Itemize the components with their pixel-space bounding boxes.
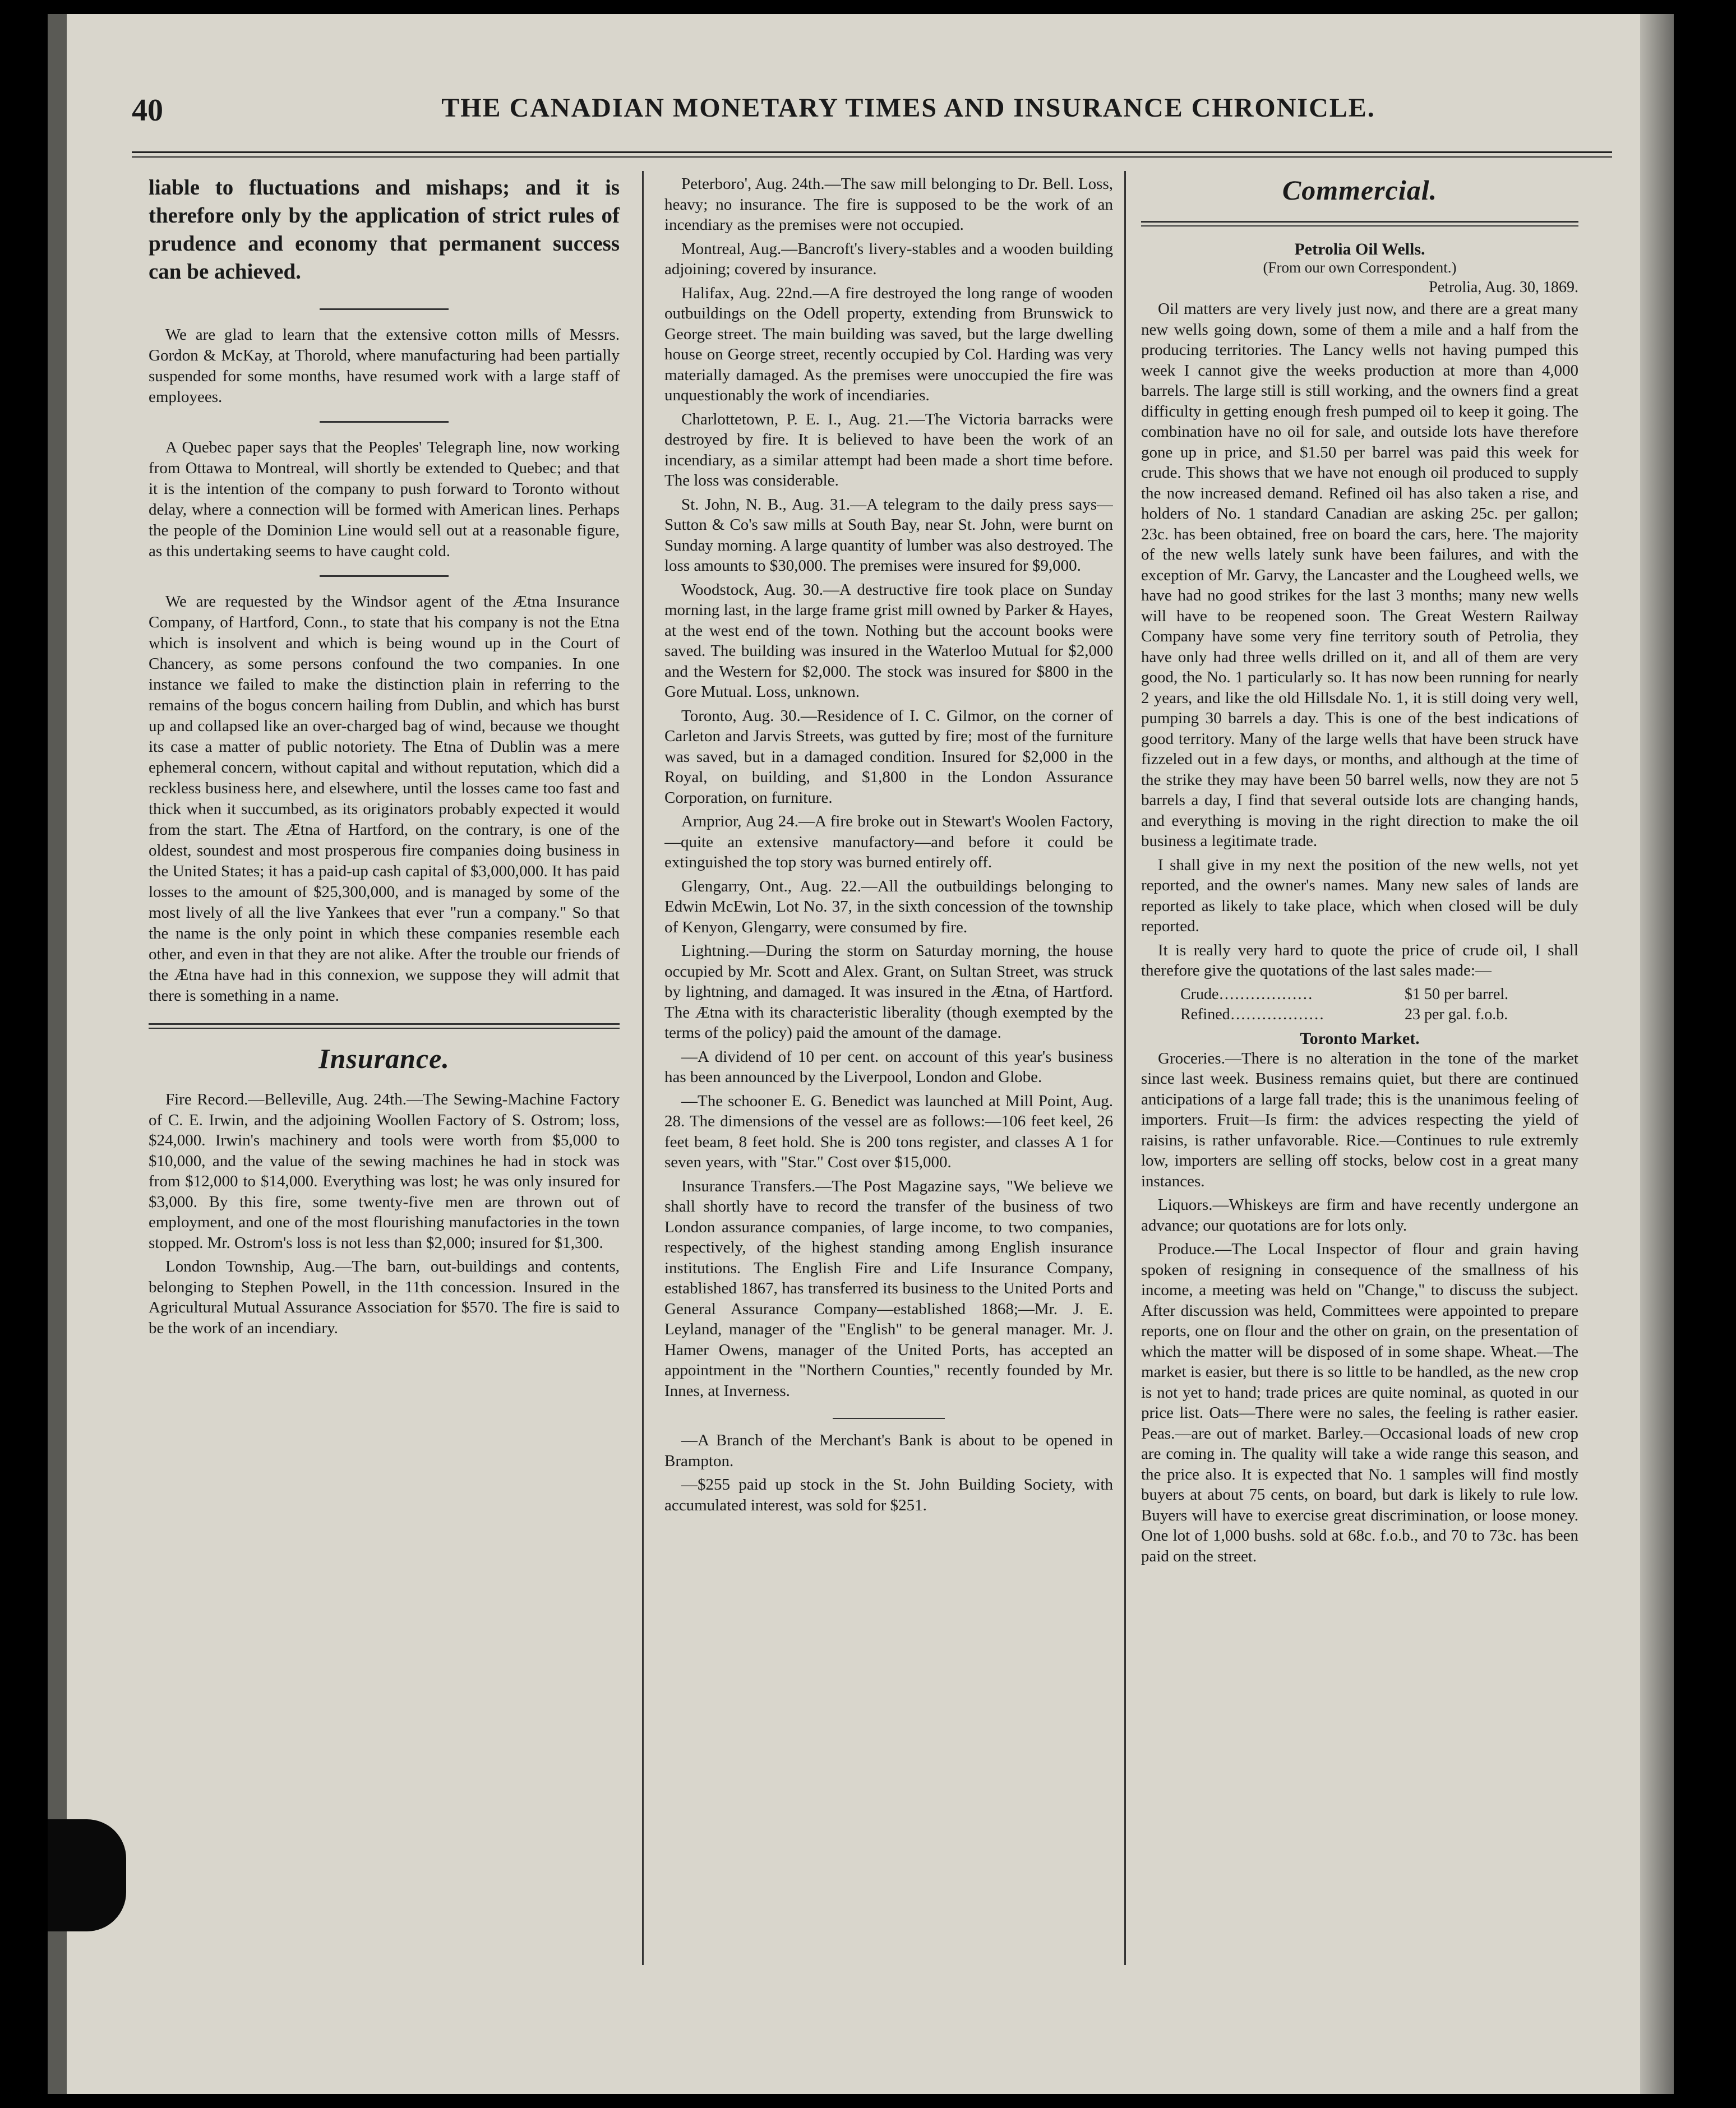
news-item: London Township, Aug.—The barn, out-buildings and contents, belonging to Stephen Powell, in the 11th concession. Insured in the Agricultural Mutual Assurance Association for $570. The fire is said to be the work of an incendiary. <box>149 1258 620 1337</box>
section-rule <box>1141 221 1578 226</box>
divider <box>320 308 449 310</box>
news-note: —$255 paid up stock in the St. John Building Society, with accumulated interest, was sold for $251. <box>664 1476 1113 1514</box>
binding-shadow <box>48 1819 126 1931</box>
news-item: Fire Record.—Belleville, Aug. 24th.—The Sewing-Machine Factory of C. E. Irwin, and the adjoining Woollen Factory of S. Ostrom; loss, $24,000. Irwin's machinery and tools were worth from $5,000 to $10,000, and the value of the sewing machines he had in stock was from $12,000 to $14,000. Everything was lost; he was only insured for $3,000. By this fire, some twenty-five men are thrown out of employment, and one of the most flourishing manufactories in the town stopped. Mr. Ostrom's loss is not less than $2,000; insured for $1,300. <box>149 1090 620 1252</box>
column-1 <box>149 174 620 1962</box>
article-paragraph: Liquors.—Whiskeys are firm and have recently undergone an advance; our quotations are for lots only. <box>1141 1196 1578 1235</box>
news-item: Glengarry, Ont., Aug. 22.—All the outbuildings belonging to Edwin McEwin, Lot No. 37, in the sixth concession of the township of Kenyon, Glengarry, were consumed by fire. <box>664 877 1113 936</box>
price-label: Crude……………… <box>1180 985 1313 1003</box>
page-header <box>132 93 1618 137</box>
article-paragraph: Produce.—The Local Inspector of flour and grain having spoken of resigning in consequence of the smallness of his income, a meeting was held on "Change," to discuss the subject. After discussion was held, Committees were appointed to prepare reports, one on flour and the other on grain, on the presentation of which the matter will be disposed of in some shape. Wheat.—The market is easier, but there is so little to be handled, as the new crop is not yet to hand; trade prices are quite nominal, as quoted in our price list. Oats—There were no sales, the feeling is rather easier. Peas.—are out of market. Barley.—Occasional loads of new crop are coming in. The quality will take a wide range this season, and the price also. It is expected that No. 1 samples will find mostly buyers at about 75 cents, on board, but dark is likely to rule low. Buyers will have to exercise great discrimination, or loose money. One lot of 1,000 bushs. sold at 68c. f.o.b., and 70 to 73c. has been paid on the street. <box>1141 1240 1578 1565</box>
article-paragraph: Oil matters are very lively just now, and there are a great many new wells going down, some of them a mile and a half from the producing territories. The Lancy wells not having pumped this week I cannot give the weeks production at more than 4,000 barrels. The large still is still working, and the owners find a great difficulty in getting enough fresh pumped oil to keep it going. The combination have no oil for sale, and outside lots have therefore gone up in price, and $1.50 per barrel was paid this week for crude. This shows that we have not enough oil produced to supply the now increased demand. Refined oil has also taken a rise, and holders of No. 1 standard Canadian are asking 25c. per gallon; 23c. has been obtained, free on board the cars, here. The majority of the new wells lately sunk have been failures, and with the exception of Mr. Garvy, the Lancaster and the Lougheed wells, we have had no good strikes for the last 3 months; many new wells will have to be reopened soon. The Great Western Railway Company have some very fine territory south of Petrolia, they have only had three wells drilled on it, and all of them are very good, the No. 1 particularly so. It has now been running for nearly 2 years, and like the old Hillsdale No. 1, it is still doing very well, pumping 30 barrels a day. This is one of the best indications of good territory. Many of the large wells that have been struck have fizzeled out in a few days, or months, and although at the time of the strike they may have been 50 barrel wells, now they are not 5 barrels a day, I find that several outside lots are changing hands, and everything is moving in the right direction to make the oil business a legitimate trade. <box>1141 300 1578 850</box>
price-label: Refined……………… <box>1180 1005 1324 1023</box>
news-item: Peterboro', Aug. 24th.—The saw mill belonging to Dr. Bell. Loss, heavy; no insurance. The fire is supposed to be the work of an incendiary as the premises were not occupied. <box>664 175 1113 234</box>
news-item: Arnprior, Aug 24.—A fire broke out in Stewart's Woolen Factory,—quite an extensive manufactory—and before it could be extinguished the top story was burned entirely off. <box>664 812 1113 871</box>
article-subtitle: (From our own Correspondent.) <box>1263 259 1457 276</box>
news-item: Charlottetown, P. E. I., Aug. 21.—The Victoria barracks were destroyed by fire. It is believed to have been the work of an incendiary, as a similar attempt had been made a short time before. The loss was considerable. <box>664 410 1113 489</box>
page-right-edge <box>1640 14 1674 2094</box>
column-separator <box>1124 171 1126 1965</box>
editorial-paragraph: liable to fluctuations and mishaps; and it is therefore only by the application of strict rules of prudence and economy that permanent success can be achieved. <box>149 175 620 284</box>
divider <box>320 421 449 423</box>
article-dateline: Petrolia, Aug. 30, 1869. <box>1429 279 1578 296</box>
news-item: Insurance Transfers.—The Post Magazine says, "We believe we shall shortly have to record the transfer of the business of two London assurance companies, of large income, to two companies, respectively, of the highest standing among English insurance institutions. The English Fire and Life Insurance Company, established 1867, has transferred its business to the United Ports and General Assurance Company—established 1868;—Mr. J. E. Leyland, manager of the "English" to be general manager. Mr. J. Hamer Owens, manager of the United Ports, has accepted an appointment in the "Northern Counties," recently founded by Mr. Innes, at Inverness. <box>664 1177 1113 1400</box>
newspaper-page <box>48 14 1674 2094</box>
section-rule <box>149 1023 620 1029</box>
price-row <box>1180 984 1517 1005</box>
article-title: Toronto Market. <box>1300 1029 1420 1048</box>
page-number: 40 <box>132 93 163 128</box>
editorial-paragraph: We are glad to learn that the extensive cotton mills of Messrs. Gordon & McKay, at Thorold, where manufacturing had been partially suspended for some months, have resumed work with a large staff of employees. <box>149 326 620 406</box>
article-paragraph: It is really very hard to quote the price of crude oil, I shall therefore give the quotations of the last sales made:— <box>1141 941 1578 979</box>
news-item: —The schooner E. G. Benedict was launched at Mill Point, Aug. 28. The dimensions of the vessel are as follows:—106 feet keel, 26 feet beam, 8 feet hold. She is 200 tons register, and classes A 1 for seven years, with "Star." Cost over $15,000. <box>664 1092 1113 1171</box>
article-paragraph: Groceries.—There is no alteration in the tone of the market since last week. Business remains quiet, but there are continued anticipations of a large fall trade; this is the unanimous feeling of importers. Fruit—Is firm: the advices respecting the yield of raisins, is rather unfavorable. Rice.—Continues to rule extremly low, importers are selling off stocks, below cost in a great many instances. <box>1141 1049 1578 1190</box>
column-separator <box>642 171 644 1965</box>
page-left-edge <box>48 14 67 2094</box>
news-item: —A dividend of 10 per cent. on account of this year's business has been announced by the Liverpool, London and Globe. <box>664 1047 1113 1086</box>
article-title: Petrolia Oil Wells. <box>1294 240 1425 258</box>
news-item: Woodstock, Aug. 30.—A destructive fire took place on Sunday morning last, in the large frame grist mill owned by Parker & Hayes, at the west end of the town. Nothing but the account books were saved. The building was insured in the Waterloo Mutual for $2,000 and the Western for $2,000. The stock was insured for $800 in the Gore Mutual. Loss, unknown. <box>664 580 1113 701</box>
news-note: —A Branch of the Merchant's Bank is about to be opened in Brampton. <box>664 1431 1113 1470</box>
divider <box>320 575 449 577</box>
divider <box>833 1418 945 1419</box>
running-title: THE CANADIAN MONETARY TIMES AND INSURANCE CHRONICLE. <box>441 93 1375 123</box>
price-quotations <box>1180 984 1578 1025</box>
editorial-paragraph: A Quebec paper says that the Peoples' Telegraph line, now working from Ottawa to Montreal, will shortly be extended to Quebec; and that it is the intention of the company to push forward to Toronto without delay, where a connection will be formed with American lines. Perhaps the people of the Dominion Line would sell out at a reasonable figure, as this undertaking seems to have caught cold. <box>149 438 620 560</box>
column-2 <box>664 174 1113 2046</box>
news-item: St. John, N. B., Aug. 31.—A telegram to the daily press says—Sutton & Co's saw mills at South Bay, near St. John, were burnt on Sunday morning. A large quantity of lumber was also destroyed. The loss amounts to $30,000. The premises were insured for $9,000. <box>664 495 1113 575</box>
section-heading-insurance: Insurance. <box>318 1043 450 1074</box>
column-3 <box>1141 174 1578 2046</box>
news-item: Halifax, Aug. 22nd.—A fire destroyed the long range of wooden outbuildings on the Odell property, extending from Brunswick to George street. The main building was saved, but the large dwelling house on George street, recently occupied by Col. Harding was very materially damaged. As the premises were unoccupied the fire was unquestionably the work of incendiaries. <box>664 284 1113 404</box>
news-item: Lightning.—During the storm on Saturday morning, the house occupied by Mr. Scott and Alex. Grant, on Sultan Street, was struck by lightning, and damaged. It was insured in the Ætna, of Hartford. The Ætna with its characteristic liberality (though exempted by the terms of the policy) paid the amount of the damage. <box>664 942 1113 1042</box>
section-heading-commercial: Commercial. <box>1282 174 1438 206</box>
news-item: Montreal, Aug.—Bancroft's livery-stables and a wooden building adjoining; covered by insurance. <box>664 239 1113 278</box>
header-rule <box>132 151 1612 158</box>
editorial-paragraph: We are requested by the Windsor agent of the Ætna Insurance Company, of Hartford, Conn., to state that his company is not the Etna which is insolvent and which is being wound up in the Court of Chancery, as some persons confound the two companies. In one instance we failed to make the distinction plain in referring to the remains of the bogus concern hailing from Dublin, and which has burst up and collapsed like an over-charged bag of wind, because we thought its case a matter of public notoriety. The Etna of Dublin was a mere ephemeral concern, without capital and without reputation, which did a reckless business here, and elsewhere, until the losses came too fast and thick when it succumbed, as its originators probably expected it would from the start. The Ætna of Hartford, on the contrary, is one of the oldest, soundest and most prosperous fire companies doing business in the United States; it has a paid-up cash capital of $3,000,000. It has paid losses to the amount of $25,300,000, and is managed by some of the most lively of all the live Yankees that ever "run a company." So that the name is the only point in which these companies resemble each other, and even in that they are not alike. After the trouble our friends of the Ætna have had in this connexion, we suppose they will admit that there is something in a name. <box>149 593 620 1005</box>
price-value: 23 per gal. f.o.b. <box>1405 1005 1508 1023</box>
article-paragraph: I shall give in my next the position of the new wells, not yet reported, and the owner's names. Many new sales of lands are reported as likely to take place, which when closed will be duly reported. <box>1141 856 1578 935</box>
price-value: $1 50 per barrel. <box>1405 985 1509 1003</box>
news-item: Toronto, Aug. 30.—Residence of I. C. Gilmor, on the corner of Carleton and Jarvis Streets, was gutted by fire; most of the furniture was saved, but in a damaged condition. Insured for $2,000 in the Royal, on building, and $1,800 in the London Assurance Corporation, on furniture. <box>664 706 1113 807</box>
price-row <box>1180 1005 1517 1025</box>
